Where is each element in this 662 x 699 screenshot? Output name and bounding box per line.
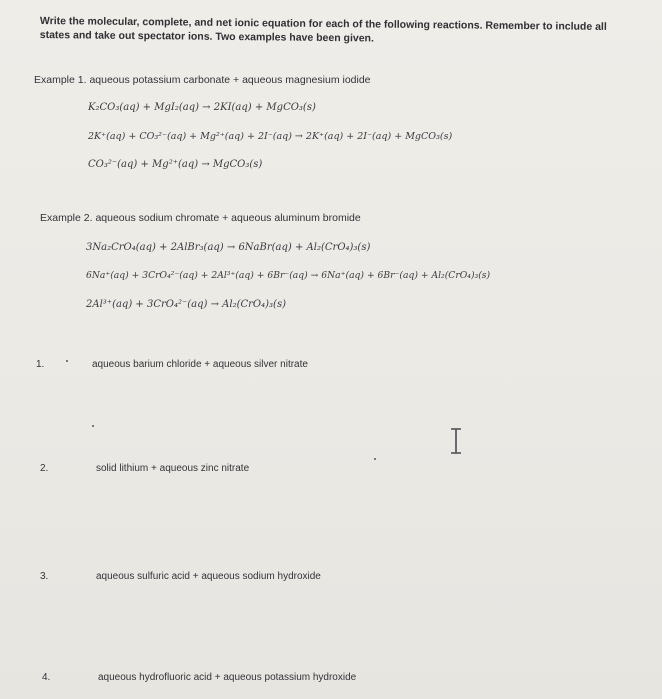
text-cursor-icon: [449, 428, 463, 454]
example1-molecular-equation: K₂CO₃(aq) + MgI₂(aq) → 2KI(aq) + MgCO₃(s): [88, 102, 316, 113]
question-4-text: aqueous hydrofluoric acid + aqueous potassium hydroxide: [98, 672, 357, 683]
speck-mark: [374, 458, 376, 460]
example1-title: Example 1. aqueous potassium carbonate + aqueous magnesium iodide: [34, 74, 371, 86]
question-1-number: 1.: [36, 359, 45, 370]
question-3-text: aqueous sulfuric acid + aqueous sodium hydroxide: [96, 571, 321, 582]
example2-title: Example 2. aqueous sodium chromate + aqueous aluminum bromide: [40, 212, 361, 224]
instructions: Write the molecular, complete, and net ionic equation for each of the following reactions. Remember to include all states and take out spectator ions. Two examples have been given.: [39, 14, 607, 45]
example1-net-equation: CO₃²⁻(aq) + Mg²⁺(aq) → MgCO₃(s): [88, 159, 263, 170]
speck-mark: [66, 360, 68, 362]
question-2-text: solid lithium + aqueous zinc nitrate: [96, 463, 250, 474]
example2-molecular-equation: 3Na₂CrO₄(aq) + 2AlBr₃(aq) → 6NaBr(aq) + Al₂(CrO₄)₃(s): [86, 242, 371, 253]
example2-complete-equation: 6Na⁺(aq) + 3CrO₄²⁻(aq) + 2Al³⁺(aq) + 6Br⁻(aq) → 6Na⁺(aq) + 6Br⁻(aq) + Al₂(CrO₄)₃(s): [86, 270, 491, 281]
question-4-number: 4.: [42, 672, 51, 683]
question-3-number: 3.: [40, 571, 49, 582]
question-1-text: aqueous barium chloride + aqueous silver nitrate: [92, 359, 308, 370]
example2-net-equation: 2Al³⁺(aq) + 3CrO₄²⁻(aq) → Al₂(CrO₄)₃(s): [86, 299, 286, 310]
question-2-number: 2.: [40, 463, 49, 474]
speck-mark: [92, 425, 94, 427]
example1-complete-equation: 2K⁺(aq) + CO₃²⁻(aq) + Mg²⁺(aq) + 2I⁻(aq) → 2K⁺(aq) + 2I⁻(aq) + MgCO₃(s): [88, 131, 453, 142]
